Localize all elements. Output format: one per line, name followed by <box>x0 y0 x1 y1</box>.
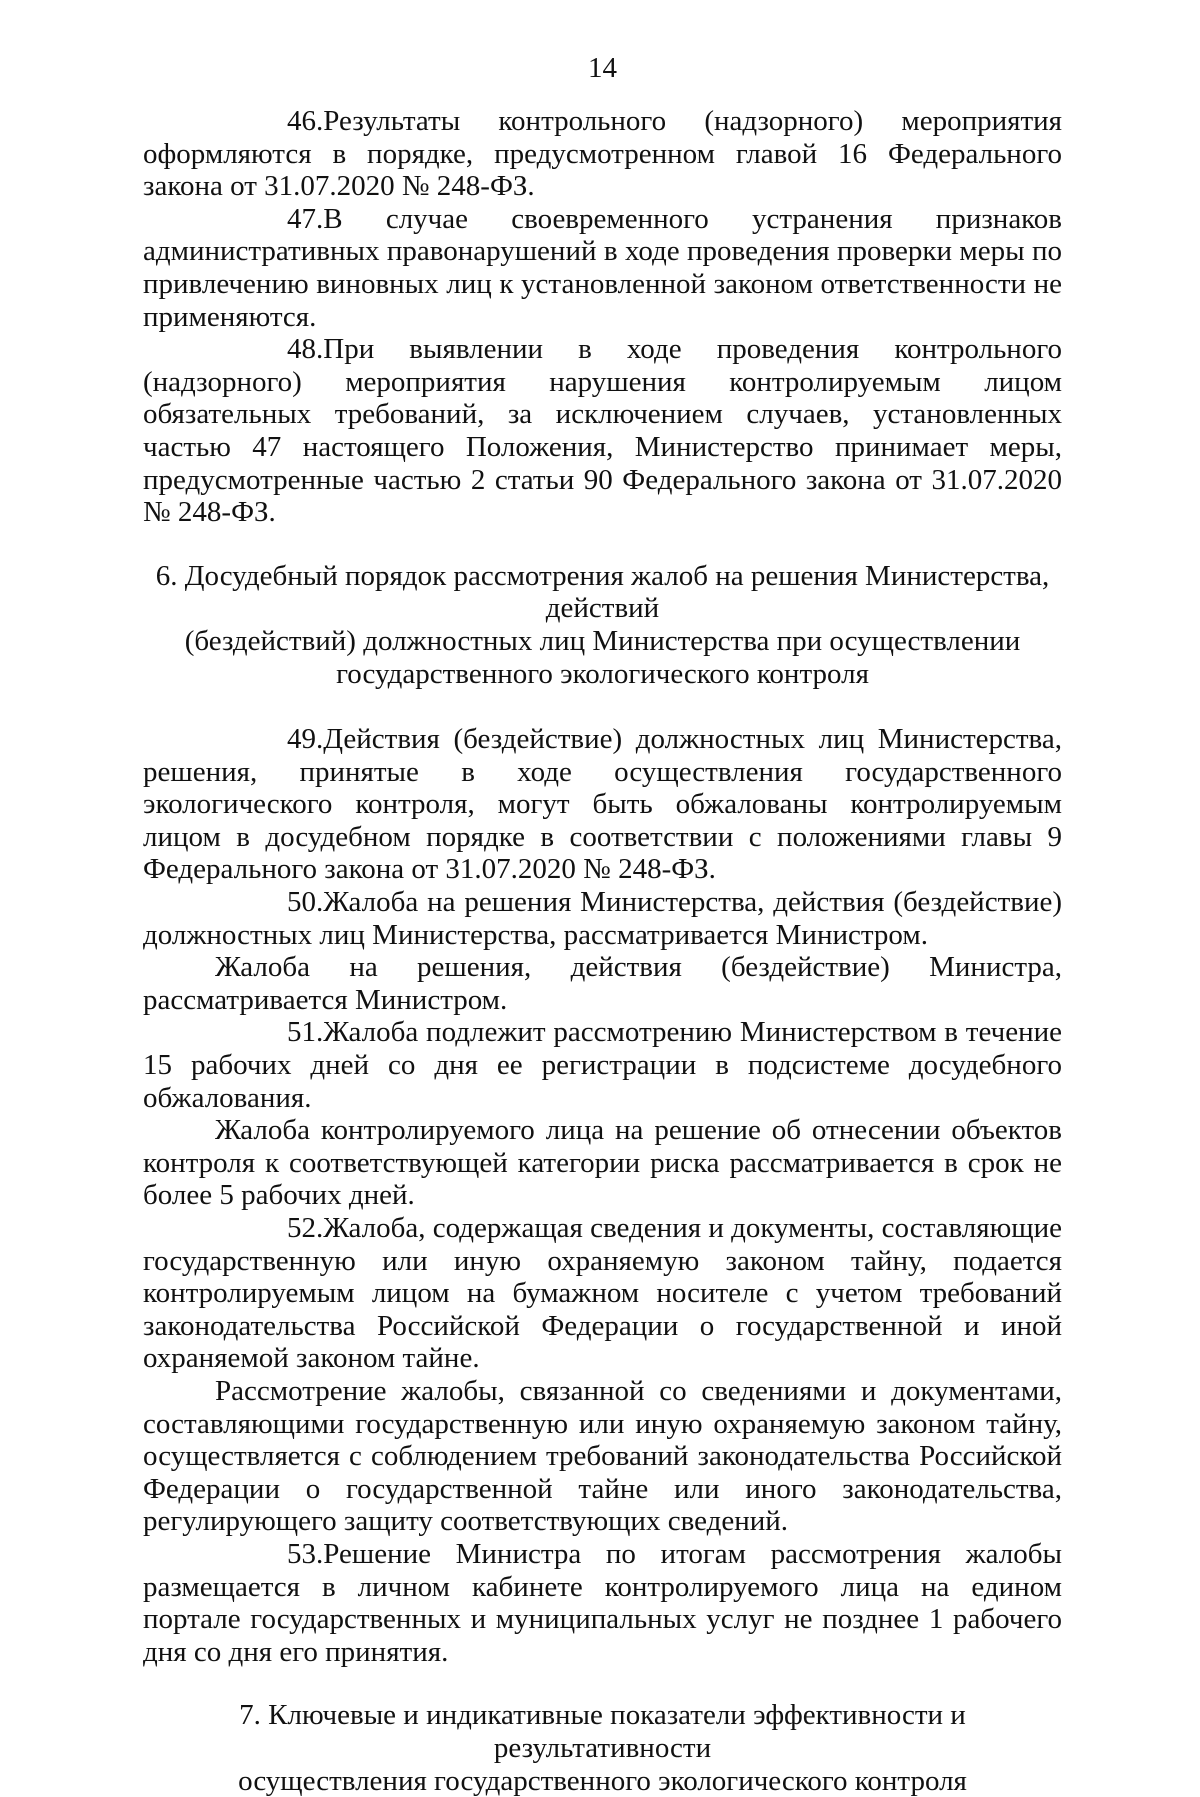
paragraph-text: Решение Министра по итогам рассмотрения жалобы размещается в личном кабинете контролируемого лица на едином портале государственных и муниципальных услуг не позднее 1 рабочего дня со дня его принятия. <box>143 1538 1062 1668</box>
paragraph-number: 47. <box>215 203 323 236</box>
paragraph-text: Жалоба, содержащая сведения и документы, составляющие государственную или иную охраняемую законом тайну, подается контролируемым лицом на бумажном носителе с учетом требований законодательства Российской Федерации о государственной и иной охраняемой законом тайне. <box>143 1212 1062 1374</box>
section-7-heading <box>143 1699 1062 1797</box>
paragraph-text: Жалоба на решения, действия (бездействие) Министра, рассматривается Министром. <box>143 951 1062 1016</box>
paragraph-number: 52. <box>215 1212 323 1245</box>
section-7-heading-line: осуществления государственного экологического контроля <box>143 1765 1062 1797</box>
paragraph-text: При выявлении в ходе проведения контрольного (надзорного) мероприятия нарушения контролируемым лицом обязательных требований, за исключением случаев, установленных частью 47 настоящего Положения, Министерство принимает меры, предусмотренные частью 2 статьи 90 Федерального закона от 31.07.2020 № 248-ФЗ. <box>143 333 1062 528</box>
paragraph-52-continued <box>143 1375 1062 1538</box>
paragraph-text: Рассмотрение жалобы, связанной со сведениями и документами, составляющими государственную или иную охраняемую законом тайну, осуществляется с соблюдением требований законодательства Российской Федерации о государственной тайне или иного законодательства, регулирующего защиту соответствующих сведений. <box>143 1375 1062 1537</box>
paragraph-text: Действия (бездействие) должностных лиц Министерства, решения, принятые в ходе осуществления государственного экологического контроля, могут быть обжалованы контролируемым лицом в досудебном порядке в соответствии с положениями главы 9 Федерального закона от 31.07.2020 № 248-ФЗ. <box>143 723 1062 885</box>
paragraph-50-continued <box>143 951 1062 1016</box>
paragraph-46 <box>143 105 1062 203</box>
paragraph-number: 50. <box>215 886 323 919</box>
paragraph-text: Жалоба подлежит рассмотрению Министерством в течение 15 рабочих дней со дня ее регистрации в подсистеме досудебного обжалования. <box>143 1016 1062 1113</box>
paragraph-text: В случае своевременного устранения признаков административных правонарушений в ходе проведения проверки меры по привлечению виновных лиц к установленной законом ответственности не применяются. <box>143 203 1062 333</box>
paragraph-text: Жалоба на решения Министерства, действия (бездействие) должностных лиц Министерства, рассматривается Министром. <box>143 886 1062 951</box>
paragraph-text: Результаты контрольного (надзорного) мероприятия оформляются в порядке, предусмотренном главой 16 Федерального закона от 31.07.2020 № 248-ФЗ. <box>143 105 1062 202</box>
spacer <box>143 690 1062 723</box>
section-6-heading-line: государственного экологического контроля <box>143 658 1062 691</box>
paragraph-number: 53. <box>215 1538 323 1571</box>
paragraph-number: 48. <box>215 333 323 366</box>
paragraph-53 <box>143 1538 1062 1668</box>
section-6-heading-line: 6. Досудебный порядок рассмотрения жалоб на решения Министерства, действий <box>143 560 1062 625</box>
paragraph-51 <box>143 1016 1062 1114</box>
spacer <box>143 1668 1062 1699</box>
paragraph-number: 46. <box>215 105 323 138</box>
section-6-heading <box>143 560 1062 690</box>
spacer <box>143 529 1062 560</box>
paragraph-50 <box>143 886 1062 951</box>
paragraph-text: Жалоба контролируемого лица на решение об отнесении объектов контроля к соответствующей категории риска рассматривается в срок не более 5 рабочих дней. <box>143 1114 1062 1211</box>
paragraph-number: 51. <box>215 1016 323 1049</box>
paragraph-51-continued <box>143 1114 1062 1212</box>
section-6-heading-line: (бездействий) должностных лиц Министерства при осуществлении <box>143 625 1062 658</box>
paragraph-47 <box>143 203 1062 333</box>
paragraph-49 <box>143 723 1062 886</box>
section-7-heading-line: 7. Ключевые и индикативные показатели эффективности и результативности <box>143 1699 1062 1764</box>
paragraph-number: 49. <box>215 723 323 756</box>
page-number: 14 <box>143 52 1062 84</box>
paragraph-48 <box>143 333 1062 529</box>
paragraph-52 <box>143 1212 1062 1375</box>
